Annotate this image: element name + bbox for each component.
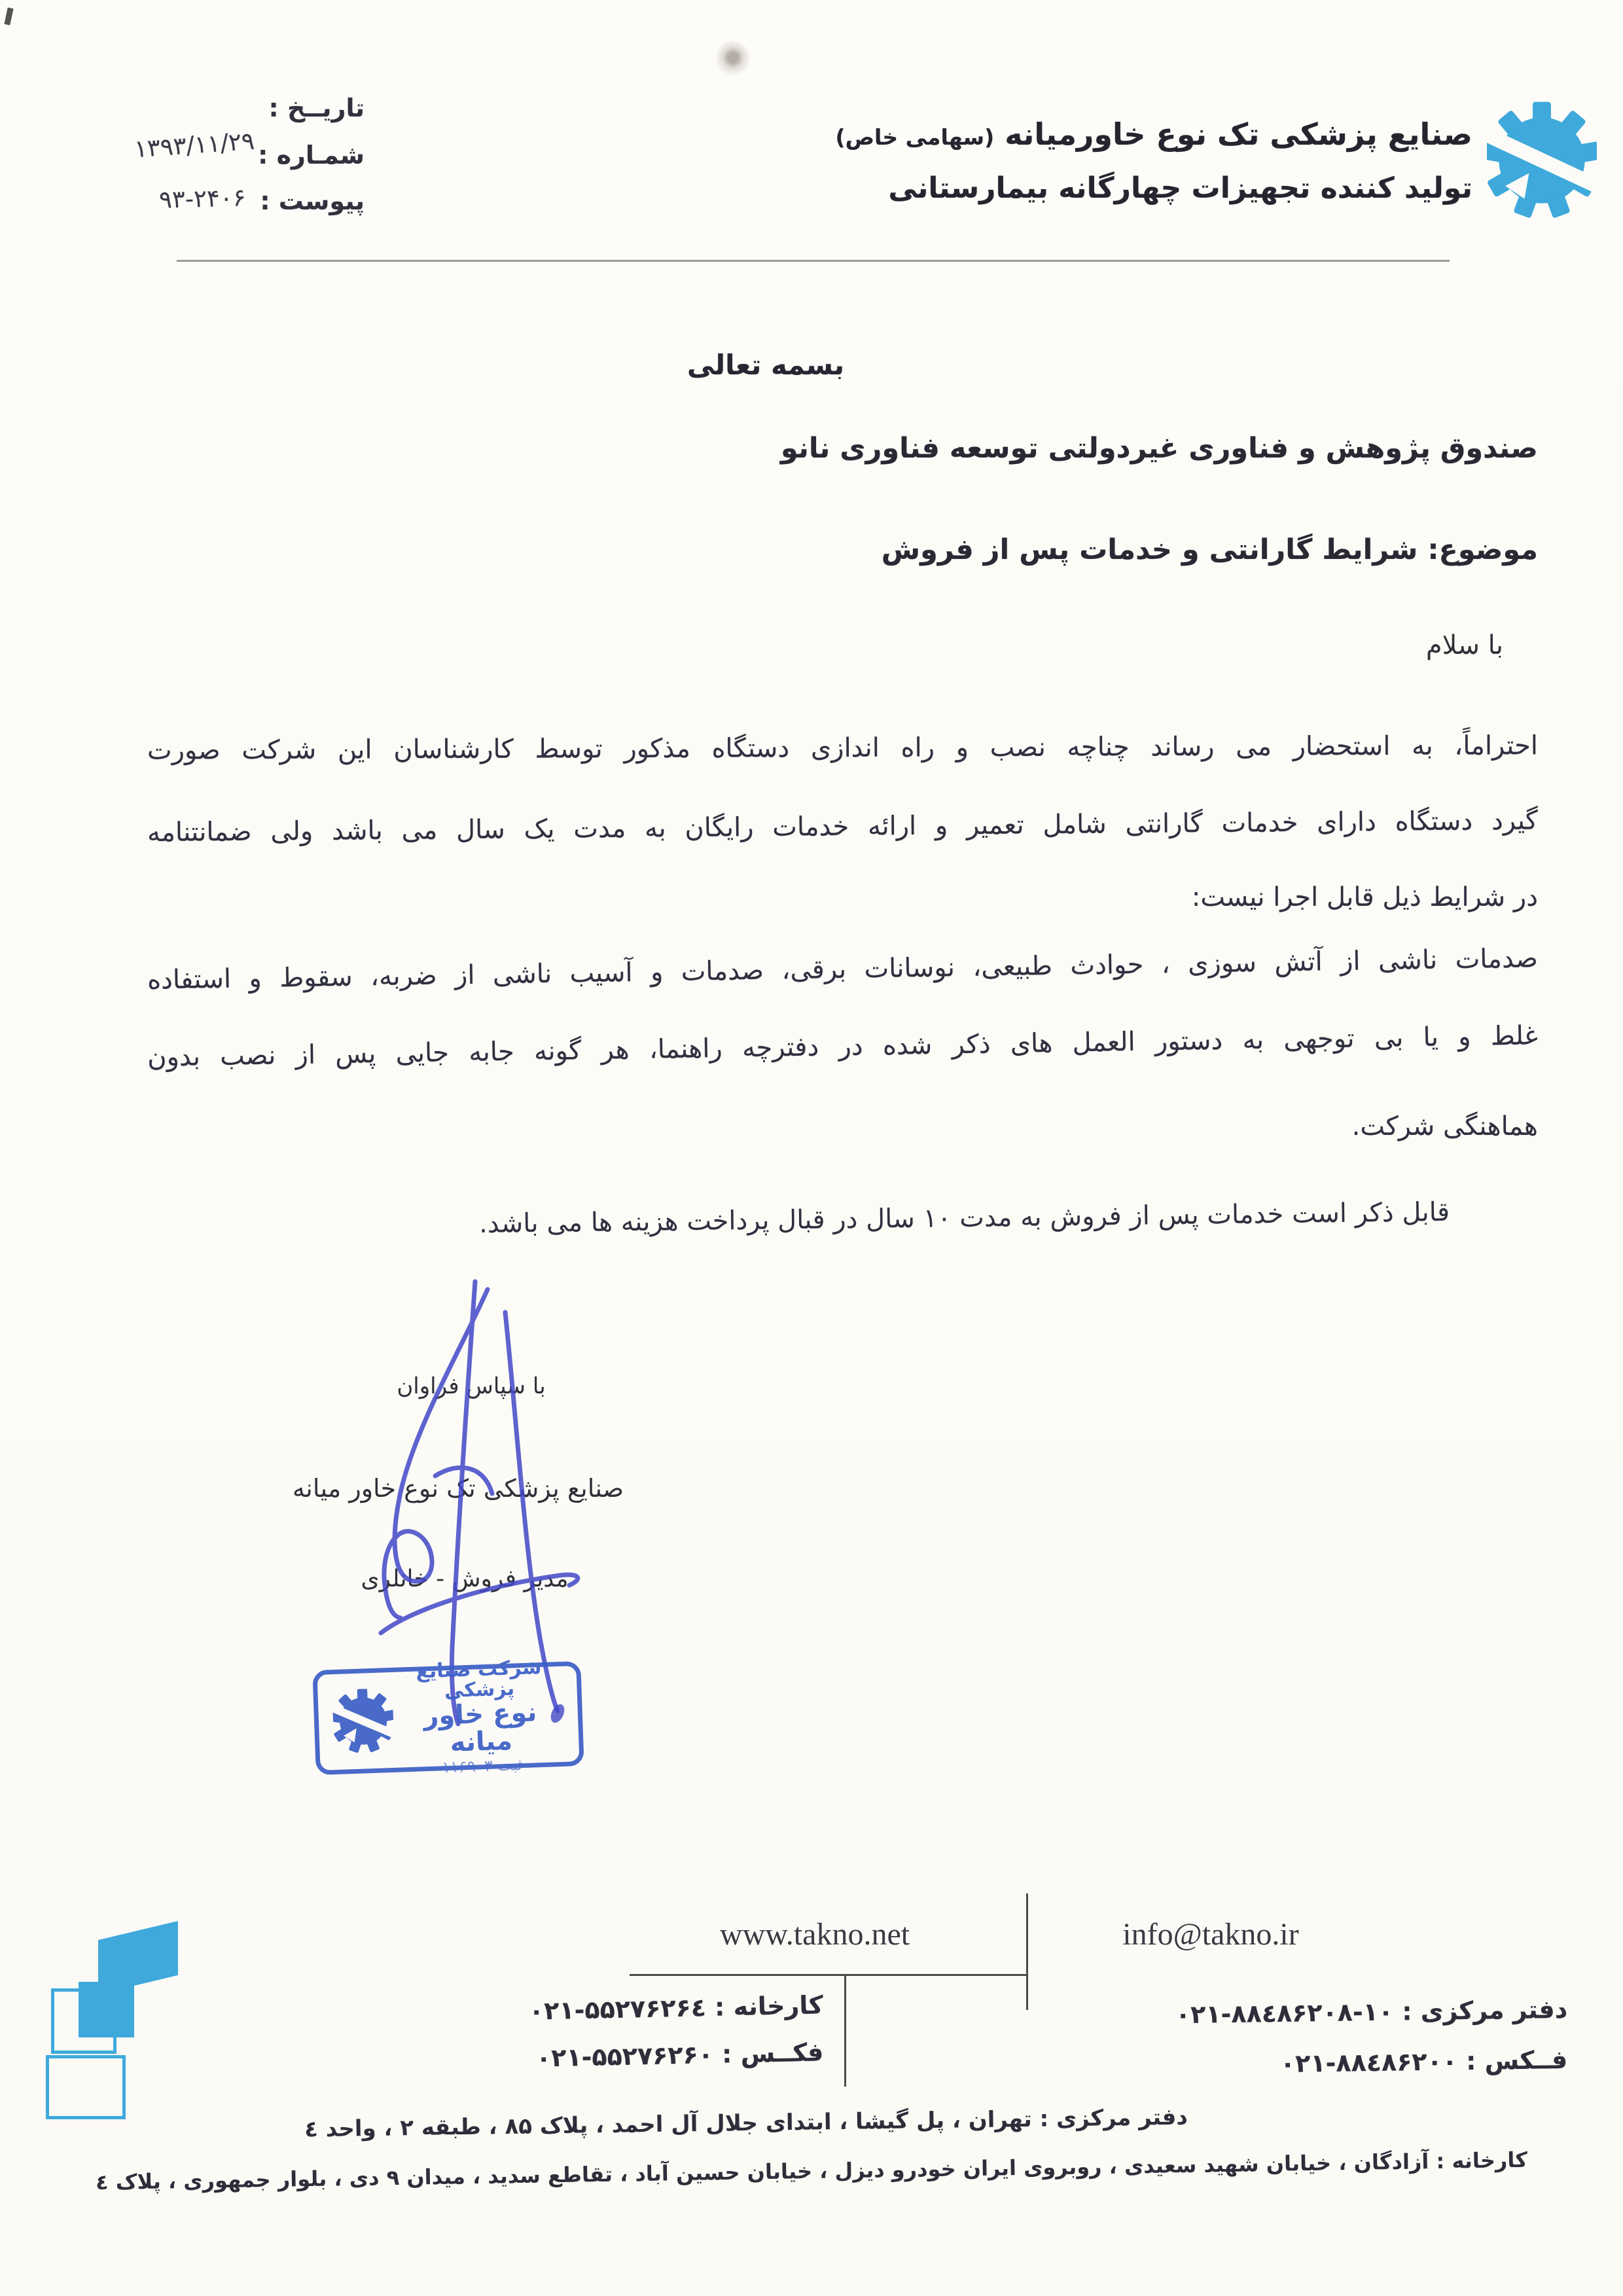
- stamp-text: [391, 1657, 569, 1778]
- factory-phone-row: [529, 1990, 824, 2025]
- scan-smudge: [717, 41, 749, 79]
- website-url: www.takno.net: [719, 1917, 910, 1952]
- addressee-line: صندوق پژوهش و فناوری غیردولتی توسعه فناوری نانو: [780, 432, 1538, 465]
- subject-line: موضوع: شرایط گارانتی و خدمات پس از فروش: [881, 533, 1538, 566]
- besmeleh-heading: بسمه تعالی: [687, 349, 845, 381]
- footer-logo-outlined-square-bottom: [46, 2055, 126, 2119]
- after-sales-note: قابل ذکر است خدمات پس از فروش به مدت ۱۰ سال در قبال پرداخت هزینه ها می باشد.: [478, 1196, 1450, 1240]
- signature-title: مدیر فروش - خانلری: [361, 1566, 569, 1592]
- signature-thanks: با سپاس فراوان: [397, 1373, 546, 1399]
- company-name: صنایع پزشکی تک نوع خاورمیانه: [1005, 117, 1472, 152]
- factory-phone: ۰۲۱-۵۵۲۷۶۲۶٤: [528, 1993, 707, 2026]
- head-office-phone-row: [1175, 1995, 1567, 2029]
- paragraph2-line1: صدمات ناشی از آتش سوزی ، حوادث طبیعی، نوسانات برقی، صدمات و آسیب ناشی از ضربه، سقوط و استفاده: [147, 943, 1539, 996]
- header-divider: [177, 260, 1450, 262]
- footer-divider-vertical-1: [1026, 1893, 1028, 2010]
- signature-company: صنایع پزشکی تک نوع خاور میانه: [292, 1474, 624, 1503]
- scan-speck: [4, 7, 13, 25]
- factory-fax: ۰۲۱-۵۵۲۷۶۲۶۰: [535, 2039, 714, 2073]
- paragraph2-line3: هماهنگی شرکت.: [1351, 1111, 1538, 1141]
- paragraph1-line3: در شرایط ذیل قابل اجرا نیست:: [1191, 882, 1538, 912]
- head-office-fax: ۰۲۱-۸۸٤۸۶۲۰۰: [1279, 2047, 1457, 2079]
- head-office-address: دفتر مرکزی : تهران ، پل گیشا ، ابتدای جلال آل احمد ، پلاک ۸۵ ، طبقه ۲ ، واحد ٤: [304, 2104, 1188, 2143]
- email-address: info@takno.ir: [1122, 1917, 1299, 1952]
- footer-divider-horizontal: [630, 1974, 1026, 1976]
- date-label: تاریــخ :: [268, 94, 365, 122]
- date-value: ۱۳۹۳/۱۱/۲۹: [133, 126, 256, 164]
- stamp-line2: نوع خاور میانه: [423, 1697, 538, 1758]
- head-office-fax-row: [1279, 2045, 1567, 2078]
- head-office-fax-label: فــکس :: [1465, 2045, 1568, 2076]
- company-subtitle: تولید کننده تجهیزات چهارگانه بیمارستانی: [888, 171, 1472, 205]
- number-label: شمـاره :: [258, 141, 365, 170]
- footer-divider-vertical-2: [844, 1974, 846, 2087]
- factory-address: کارخانه : آزادگان ، خیابان شهید سعیدی ، روبروی ایران خودرو دیزل ، خیابان حسین آباد ، تقاطع سدید ، میدان ۹ دی ، بلوار جمهوری ، پلاک ٤: [95, 2147, 1528, 2195]
- footer-logo-filled-square: [79, 1982, 134, 2037]
- head-office-phone: ۰۲۱-۸۸٤۸۶۲۰۸-۱۰: [1175, 1997, 1394, 2030]
- paragraph1-line1: احتراماً، به استحضار می رساند چناچه نصب و راه اندازی دستگاه مذکور توسط کارشناسان این شرکت صورت: [147, 730, 1539, 766]
- company-gear-logo-icon: [1487, 98, 1597, 223]
- company-name-line: [836, 117, 1472, 152]
- paragraph1-line2: گیرد دستگاه دارای خدمات گارانتی شامل تعمیر و ارائه خدمات رایگان به مدت یک سال می باشد ولی ضمانتنامه: [147, 805, 1539, 848]
- head-office-label: دفتر مرکزی :: [1401, 1994, 1568, 2026]
- company-type: (سهامی خاص): [835, 124, 995, 150]
- factory-label: کارخانه :: [714, 1990, 824, 2022]
- stamp-gear-icon: [332, 1685, 395, 1757]
- salutation-line: با سلام: [1425, 630, 1503, 660]
- stamp-registration-number: ثبت ۱۱۶۹۰۳: [441, 1755, 523, 1777]
- company-stamp: [312, 1655, 584, 1777]
- factory-fax-row: [535, 2037, 823, 2072]
- paragraph2-line2: غلط و یا بی توجهی به دستور العمل های ذکر شده در دفترچه راهنما، هر گونه جابه جایی پس از نصب بدون: [147, 1020, 1539, 1073]
- factory-fax-label: فکــس :: [721, 2037, 824, 2069]
- number-value: ۹۳-۲۴۰۶: [158, 183, 247, 214]
- stamp-line1: شرکت صنایع پزشکی: [415, 1655, 543, 1703]
- attachment-label: پیوست :: [260, 187, 365, 215]
